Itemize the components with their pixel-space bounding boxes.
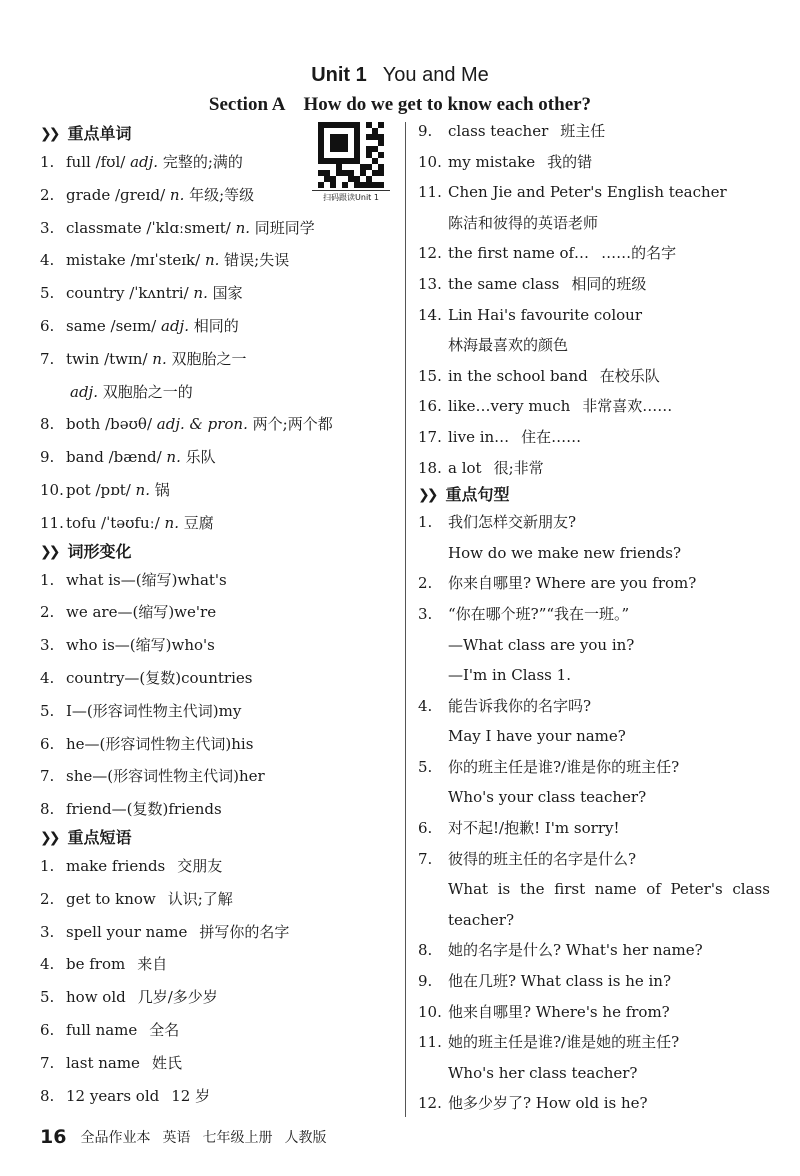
phrase-entry — [40, 948, 400, 981]
item-number: 1. — [418, 513, 433, 532]
word-entry — [40, 179, 400, 212]
word-pos: adj. — [130, 153, 163, 171]
phrases-heading: ❯❯ 重点短语 — [40, 826, 400, 850]
word-body: classmate /ˈklɑːsmeɪt/ n. 同班同学 — [66, 218, 315, 237]
item-number: 4. — [40, 251, 55, 270]
item-number: 12. — [418, 1094, 442, 1113]
phrase-english: get to know — [66, 889, 156, 908]
word-entry — [40, 343, 400, 376]
section-label: Section A — [208, 94, 286, 115]
form-entry — [40, 662, 400, 695]
item-number: 7. — [40, 1053, 55, 1072]
form-text: who is—(缩写)who's — [66, 636, 215, 655]
item-number: 16. — [418, 397, 442, 416]
sentence-text: “你在哪个班?”“我在一班。” — [448, 604, 630, 623]
item-number: 3. — [40, 922, 55, 941]
sentence-entry — [418, 966, 778, 997]
phrase-chinese: 几岁/多少岁 — [137, 988, 218, 1007]
item-number: 5. — [418, 757, 433, 776]
phrase-english: Lin Hai's favourite colour — [448, 305, 642, 324]
word-entry — [40, 376, 400, 409]
form-entry — [40, 695, 400, 728]
page-footer — [40, 1124, 338, 1150]
form-entry — [40, 728, 400, 761]
word-phonetic: /bænd/ — [108, 448, 167, 467]
word-pos: adj. — [70, 382, 103, 401]
item-number: 6. — [418, 819, 433, 838]
form-text: we are—(缩写)we're — [66, 603, 217, 622]
item-number: 17. — [418, 427, 442, 446]
sentence-text: —What class are you in? — [448, 635, 635, 654]
phrase-entry — [40, 1014, 400, 1047]
word-meaning: 年级;等级 — [189, 185, 255, 204]
sentence-entry — [418, 568, 778, 599]
word-phonetic: /ˈkʌntri/ — [129, 284, 194, 303]
item-number: 1. — [40, 153, 55, 171]
section-question: How do we get to know each other? — [303, 94, 592, 115]
sentence-entry — [418, 507, 778, 538]
phrase-english: the first name of… — [448, 244, 590, 263]
sentence-entry — [418, 844, 778, 875]
item-number: 7. — [418, 849, 433, 868]
word-body: both /bəʊθ/ adj. & pron. 两个;两个都 — [66, 415, 333, 434]
phrase-english: the same class — [448, 274, 560, 293]
item-number: 2. — [40, 185, 55, 204]
sentence-text: Who's her class teacher? — [448, 1063, 638, 1082]
phrase-chinese: 交朋友 — [177, 856, 223, 875]
phrase-chinese: 拼写你的名字 — [199, 922, 290, 941]
word-pos: n. — [193, 284, 213, 303]
unit-title — [0, 64, 800, 87]
sentence-text: 彼得的班主任的名字是什么? — [448, 849, 637, 868]
form-text: what is—(缩写)what's — [66, 570, 227, 589]
chevron-right-icon: ❯❯ — [40, 126, 58, 142]
word-meaning: 双胞胎之一 — [171, 349, 247, 368]
phrase-entry — [40, 1047, 400, 1080]
sentence-entry — [418, 1088, 778, 1119]
sentence-entry — [418, 874, 778, 905]
phrase-chinese: 非常喜欢…… — [582, 397, 673, 416]
word-pos: n. — [235, 218, 255, 237]
item-number: 15. — [418, 366, 442, 385]
word-entry — [40, 310, 400, 343]
phrase-entry — [418, 361, 778, 392]
sentence-entry — [418, 721, 778, 752]
word-meaning: 同班同学 — [254, 218, 315, 237]
sentence-word: the — [519, 880, 545, 899]
sentence-word: first — [554, 880, 586, 899]
item-number: 3. — [418, 604, 433, 623]
forms-heading: ❯❯ 词形变化 — [40, 540, 400, 564]
form-text: country—(复数)countries — [66, 668, 253, 687]
phrase-entry — [418, 422, 778, 453]
word-body: tofu /ˈtəʊfuː/ n. 豆腐 — [66, 513, 214, 532]
form-entry — [40, 760, 400, 793]
item-number: 14. — [418, 305, 442, 324]
item-number: 5. — [40, 284, 55, 303]
word-body: full /fʊl/ adj. 完整的;满的 — [66, 153, 243, 171]
phrase-chinese: 相同的班级 — [571, 274, 647, 293]
forms-list — [40, 564, 400, 826]
words-heading: ❯❯ 重点单词 — [40, 122, 400, 146]
phrase-entry — [418, 238, 778, 269]
phrase-entry — [418, 116, 778, 147]
chevron-right-icon: ❯❯ — [40, 829, 58, 846]
word-meaning: 相同的 — [193, 316, 239, 335]
sentence-text: Who's your class teacher? — [448, 788, 647, 807]
phrase-entry — [40, 1080, 400, 1113]
phrase-english: last name — [66, 1053, 140, 1072]
sentence-text: 她的名字是什么? What's her name? — [448, 941, 703, 960]
word-pos: n. — [152, 349, 172, 368]
phrase-english: spell your name — [66, 922, 188, 941]
word-meaning: 豆腐 — [183, 513, 214, 532]
sentence-entry — [418, 813, 778, 844]
word-body: mistake /mɪˈsteɪk/ n. 错误;失误 — [66, 251, 290, 270]
word-entry — [40, 146, 400, 179]
word-pos: n. — [164, 513, 184, 532]
sentence-text: teacher? — [448, 910, 514, 929]
word-meaning: 国家 — [212, 284, 243, 303]
sentence-entry — [418, 660, 778, 691]
phrase-english: 12 years old — [66, 1086, 160, 1105]
word-phonetic: /ˈtəʊfuː/ — [101, 513, 165, 532]
phrases-list — [40, 850, 400, 1112]
sentence-word: name — [594, 880, 637, 899]
form-entry — [40, 629, 400, 662]
word-phonetic: /fʊl/ — [95, 153, 131, 171]
phrase-english: a lot — [448, 458, 482, 477]
phrase-english: in the school band — [448, 366, 588, 385]
form-text: friend—(复数)friends — [66, 800, 222, 819]
word-meaning: 错误;失误 — [224, 251, 290, 270]
word-phonetic: /ɡreɪd/ — [114, 185, 170, 204]
item-number: 3. — [40, 636, 55, 655]
item-number: 18. — [418, 458, 442, 477]
word-pos: n. — [166, 448, 186, 467]
sentence-text: May I have your name? — [448, 727, 626, 746]
word-phonetic: /twɪn/ — [104, 349, 153, 368]
sentence-text: 她的班主任是谁?/谁是她的班主任? — [448, 1033, 680, 1052]
phrases-continued-list — [418, 116, 778, 483]
sentence-entry — [418, 538, 778, 569]
item-number: 11. — [418, 183, 442, 202]
item-number: 8. — [40, 415, 55, 434]
phrase-entry — [418, 177, 778, 208]
chevron-right-icon: ❯❯ — [418, 487, 436, 504]
unit-number: Unit 1 — [311, 64, 367, 86]
word-pos: n. — [204, 251, 225, 270]
sentence-entry — [418, 935, 778, 966]
item-number: 1. — [40, 570, 55, 589]
item-number: 2. — [40, 603, 55, 622]
item-number: 10. — [418, 152, 442, 171]
sentence-entry — [418, 630, 778, 661]
word-body: grade /ɡreɪd/ n. 年级;等级 — [66, 185, 255, 204]
phrase-entry — [40, 850, 400, 883]
word-entry — [40, 507, 400, 540]
sentence-entry — [418, 1058, 778, 1089]
words-list — [40, 146, 400, 540]
sentence-text: 对不起!/抱歉! I'm sorry! — [448, 819, 620, 838]
sentence-word: of — [646, 880, 661, 899]
word-meaning: 两个;两个都 — [252, 415, 333, 434]
item-number: 8. — [40, 800, 55, 819]
phrase-entry — [418, 147, 778, 178]
word-entry — [40, 474, 400, 507]
word-phonetic: /bəʊθ/ — [105, 415, 157, 434]
item-number: 11. — [418, 1033, 442, 1052]
item-number: 10. — [40, 480, 64, 499]
phrase-entry — [40, 981, 400, 1014]
form-text: I—(形容词性物主代词)my — [66, 701, 242, 720]
phrase-chinese: 班主任 — [560, 122, 606, 140]
phrase-entry — [418, 208, 778, 239]
column-divider — [405, 122, 406, 1117]
sentence-word: Peter's — [670, 880, 723, 899]
sentence-word: is — [497, 880, 511, 899]
item-number: 4. — [40, 955, 55, 974]
form-entry — [40, 564, 400, 597]
phrase-entry — [418, 300, 778, 331]
item-number: 7. — [40, 349, 55, 368]
phrase-english: class teacher — [448, 122, 549, 140]
phrase-english: Chen Jie and Peter's English teacher — [448, 183, 727, 202]
word-meaning: 双胞胎之一的 — [102, 382, 193, 401]
word-meaning: 乐队 — [185, 448, 216, 467]
phrase-entry — [418, 330, 778, 361]
item-number: 9. — [418, 972, 433, 991]
word-meaning: 锅 — [154, 480, 170, 499]
item-number: 6. — [40, 1020, 55, 1039]
phrase-entry — [418, 453, 778, 484]
phrase-entry — [418, 391, 778, 422]
item-number: 2. — [418, 574, 433, 593]
word-pos: adj. — [161, 316, 194, 335]
form-entry — [40, 793, 400, 826]
book-edition: 人教版 — [284, 1130, 327, 1146]
item-number: 4. — [418, 696, 433, 715]
sentences-list — [418, 507, 778, 1119]
item-number: 6. — [40, 316, 55, 335]
sentence-text: 你的班主任是谁?/谁是你的班主任? — [448, 757, 680, 776]
phrase-chinese: 林海最喜欢的颜色 — [448, 336, 569, 355]
phrase-entry — [40, 916, 400, 949]
phrase-chinese: 全名 — [149, 1020, 180, 1039]
word-entry — [40, 277, 400, 310]
phrase-entry — [418, 269, 778, 300]
phrase-chinese: 12 岁 — [171, 1086, 211, 1105]
sentence-entry — [418, 691, 778, 722]
phrase-english: how old — [66, 988, 126, 1007]
sentence-text: 他来自哪里? Where's he from? — [448, 1002, 670, 1021]
phrase-chinese: 很;非常 — [493, 458, 544, 477]
item-number: 3. — [40, 218, 55, 237]
book-grade: 七年级上册 — [202, 1130, 273, 1146]
sentence-entry — [418, 599, 778, 630]
sentence-entry — [418, 905, 778, 936]
sentence-text: 能告诉我你的名字吗? — [448, 696, 592, 715]
book-subject: 英语 — [162, 1130, 191, 1146]
sentence-text: How do we make new friends? — [448, 543, 682, 562]
word-body: band /bænd/ n. 乐队 — [66, 448, 216, 467]
page-number: 16 — [40, 1126, 67, 1148]
sentence-entry — [418, 997, 778, 1028]
sentence-text: —I'm in Class 1. — [448, 666, 571, 685]
form-entry — [40, 596, 400, 629]
item-number: 9. — [40, 448, 55, 467]
word-meaning: 完整的;满的 — [162, 153, 243, 171]
item-number: 1. — [40, 856, 55, 875]
sentences-heading: ❯❯ 重点句型 — [418, 483, 778, 507]
item-number: 8. — [40, 1086, 55, 1105]
word-entry — [40, 212, 400, 245]
item-number: 2. — [40, 889, 55, 908]
item-number: 10. — [418, 1002, 442, 1021]
qr-caption: 扫码跟读Unit 1 — [312, 190, 390, 203]
phrase-chinese: 陈洁和彼得的英语老师 — [448, 213, 599, 232]
phrase-chinese: 姓氏 — [151, 1053, 182, 1072]
word-body: twin /twɪn/ n. 双胞胎之一 — [66, 349, 247, 368]
sentence-entry — [418, 752, 778, 783]
form-text: he—(形容词性物主代词)his — [66, 734, 254, 753]
phrase-entry — [40, 883, 400, 916]
phrase-english: make friends — [66, 856, 166, 875]
phrase-english: my mistake — [448, 152, 536, 171]
item-number: 6. — [40, 734, 55, 753]
right-column — [418, 116, 778, 1119]
sentence-text: 他在几班? What class is he in? — [448, 972, 672, 991]
word-phonetic: /mɪˈsteɪk/ — [130, 251, 205, 270]
phrase-english: live in… — [448, 427, 510, 446]
phrase-chinese: 我的错 — [547, 152, 593, 171]
word-pos: n. — [135, 480, 155, 499]
phrase-chinese: 住在…… — [521, 427, 582, 446]
word-phonetic: /ˈklɑːsmeɪt/ — [146, 218, 236, 237]
sentence-entry — [418, 782, 778, 813]
word-body — [70, 376, 193, 409]
phrase-english: like…very much — [448, 397, 571, 416]
item-number: 8. — [418, 941, 433, 960]
word-phonetic: /seɪm/ — [110, 316, 161, 335]
sentence-text: 我们怎样交新朋友? — [448, 513, 577, 532]
phrase-chinese: 在校乐队 — [599, 366, 660, 385]
item-number: 9. — [418, 122, 433, 140]
phrase-english: be from — [66, 955, 126, 974]
item-number: 5. — [40, 988, 55, 1007]
section-title — [0, 94, 800, 116]
item-number: 12. — [418, 244, 442, 263]
item-number: 7. — [40, 767, 55, 786]
word-body: same /seɪm/ adj. 相同的 — [66, 316, 239, 335]
book-series: 全品作业本 — [80, 1130, 151, 1146]
left-column — [40, 122, 400, 1112]
item-number: 11. — [40, 513, 64, 532]
word-phonetic: /pɒt/ — [95, 480, 136, 499]
word-entry — [40, 244, 400, 277]
item-number: 13. — [418, 274, 442, 293]
sentence-text: 你来自哪里? Where are you from? — [448, 574, 697, 593]
word-pos: adj. & pron. — [156, 415, 253, 434]
item-number: 5. — [40, 701, 55, 720]
word-body: pot /pɒt/ n. 锅 — [66, 480, 170, 499]
phrase-chinese: 认识;了解 — [167, 889, 233, 908]
sentence-entry — [418, 1027, 778, 1058]
word-body: country /ˈkʌntri/ n. 国家 — [66, 284, 243, 303]
sentence-text: 他多少岁了? How old is he? — [448, 1094, 648, 1113]
sentence-word: What — [448, 880, 489, 899]
chevron-right-icon: ❯❯ — [40, 543, 58, 560]
phrase-chinese: 来自 — [137, 955, 168, 974]
form-text: she—(形容词性物主代词)her — [66, 767, 265, 786]
phrase-english: full name — [66, 1020, 138, 1039]
phrase-chinese: ……的名字 — [601, 244, 677, 263]
unit-name: You and Me — [382, 64, 489, 86]
word-entry — [40, 408, 400, 441]
sentence-word: class — [732, 880, 770, 899]
item-number: 4. — [40, 668, 55, 687]
word-entry — [40, 441, 400, 474]
word-pos: n. — [169, 185, 190, 204]
